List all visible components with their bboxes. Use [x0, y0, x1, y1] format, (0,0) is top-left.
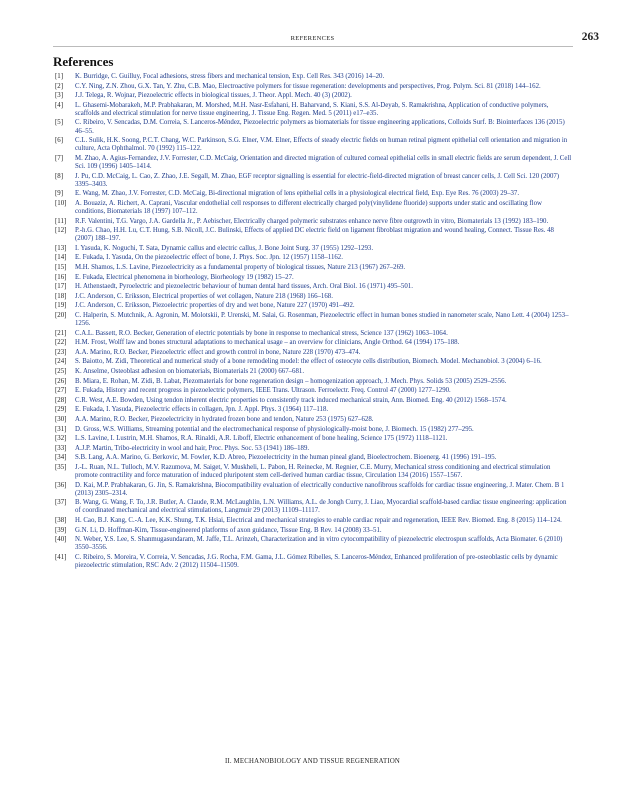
reference-item[interactable]: [53, 302, 573, 310]
reference-item[interactable]: [53, 378, 573, 386]
reference-link[interactable]: J.C. Anderson, C. Eriksson, Piezoelectric properties of dry and wet bone, Nature 227 (1970) 491–492.: [75, 302, 355, 310]
reference-item[interactable]: [53, 245, 573, 253]
reference-item[interactable]: [53, 368, 573, 376]
reference-item[interactable]: [53, 137, 573, 153]
page-footer: II. MECHANOBIOLOGY AND TISSUE REGENERATION: [224, 758, 401, 765]
reference-link[interactable]: E. Fukada, Electrical phenomena in biorheology, Biorheology 19 (1982) 15–27.: [75, 273, 294, 281]
reference-number: [13]: [55, 244, 67, 252]
reference-number: [18]: [55, 292, 67, 300]
reference-link[interactable]: N. Weber, Y.S. Lee, S. Shanmugasundaram, M. Jaffe, T.L. Arinzeh, Characterization and in vitro cytocompatibility of piezoelectric electrospun scaffolds, Acta Biomater. 6 (2010) 3550–3556.: [75, 536, 563, 552]
reference-number: [16]: [55, 273, 67, 281]
reference-number: [12]: [55, 227, 67, 235]
reference-number: [1]: [55, 73, 63, 80]
reference-link[interactable]: G.N. Li, D. Hoffman-Kim, Tissue-engineered platforms of axon guidance, Tissue Eng. B Rev. 14 (2008) 33–51.: [75, 526, 382, 534]
reference-item[interactable]: [53, 330, 573, 338]
reference-number: [25]: [55, 368, 67, 375]
reference-link[interactable]: I. Yasuda, K. Noguchi, T. Sata, Dynamic callus and electric callus, J. Bone Joint Surg. 37 (1955) 1292–1293.: [75, 244, 374, 252]
reference-item[interactable]: [53, 264, 573, 272]
reference-number: [6]: [55, 137, 63, 145]
reference-link[interactable]: K. Burridge, C. Guilluy, Focal adhesions, stress fibers and mechanical tension, Exp. Cell Res. 343 (2016) 14–20.: [75, 73, 385, 80]
reference-item[interactable]: [53, 536, 573, 552]
reference-number: [31]: [55, 425, 67, 433]
reference-item[interactable]: [53, 227, 573, 243]
reference-number: [3]: [55, 92, 63, 100]
reference-number: [15]: [55, 263, 67, 271]
reference-number: [39]: [55, 526, 67, 534]
reference-item[interactable]: [53, 283, 573, 291]
reference-item[interactable]: [53, 173, 573, 189]
section-title: References: [53, 54, 114, 69]
reference-item[interactable]: [53, 499, 573, 515]
reference-number: [5]: [55, 119, 63, 127]
reference-number: [17]: [55, 283, 67, 291]
reference-link[interactable]: J.J. Telega, R. Wojnar, Piezoelectric effects in biological tissues, J. Theor. Appl. Mech. 40 (3) (2002).: [75, 92, 352, 100]
reference-link[interactable]: C.Y. Ning, Z.N. Zhou, G.X. Tan, Y. Zhu, C.B. Mao, Electroactive polymers for tissue regeneration: developments and perspectives, Prog. Polym. Sci. 81 (2018) 144–162.: [75, 82, 541, 90]
reference-link[interactable]: E. Fukada, I. Yasuda, Piezoelectric effects in collagen, Jpn. J. Appl. Phys. 3 (1964) 117–118.: [75, 406, 329, 414]
reference-number: [19]: [55, 302, 67, 310]
reference-item[interactable]: [53, 397, 573, 405]
reference-number: [7]: [55, 154, 63, 162]
reference-link[interactable]: L.S. Lavine, I. Lustrin, M.H. Shamos, R.A. Rinaldi, A.R. Liboff, Electric enhancement of bone healing, Science 175 (1972) 1118–1121.: [75, 435, 448, 443]
reference-item[interactable]: [53, 83, 573, 91]
reference-item[interactable]: [53, 454, 573, 462]
reference-number: [28]: [55, 396, 67, 404]
reference-item[interactable]: [53, 155, 573, 171]
reference-link[interactable]: L. Ghasemi-Mobarakeh, M.P. Prabhakaran, M. Morshed, M.H. Nasr-Esfahani, H. Baharvand, S. Kiani, S.S. Al-Deyab, S. Ramakrishna, Application of conductive polymers, scaffolds and electrical stimulation for nerve tissue engineering, J. Tissue Eng. Regen. Med. 5 (2011) e17–e35.: [75, 101, 549, 117]
reference-link[interactable]: A.A. Marino, R.O. Becker, Piezoelectric effect and growth control in bone, Nature 228 (1970) 473–474.: [75, 348, 361, 356]
reference-link[interactable]: A. Bouaziz, A. Richert, A. Caprani, Vascular endothelial cell responses to different electrically charged poly(vinylidene fluoride) supports under static and oscillating flow conditions, Biomaterials 18 (1997) 107–112.: [75, 199, 542, 215]
reference-link[interactable]: E. Wang, M. Zhao, J.V. Forrester, C.D. McCaig, Bi-directional migration of lens epithelial cells in a physiological electrical field, Exp. Eye Res. 76 (2003) 29–37.: [75, 190, 520, 198]
reference-link[interactable]: D. Gross, W.S. Williams, Streaming potential and the electromechanical response of physiologically-moist bone, J. Biomech. 15 (1982) 277–295.: [75, 425, 474, 433]
reference-link[interactable]: K. Anselme, Osteoblast adhesion on biomaterials, Biomaterials 21 (2000) 667–681.: [75, 368, 305, 375]
reference-link[interactable]: C.R. West, A.E. Bowden, Using tendon inherent electric properties to consistently track induced mechanical strain, Ann. Biomed. Eng. 40 (2012) 1568–1574.: [75, 396, 507, 404]
reference-item[interactable]: [53, 435, 573, 443]
reference-item[interactable]: [53, 293, 573, 301]
reference-item[interactable]: [53, 190, 573, 198]
reference-link[interactable]: A.A. Marino, R.O. Becker, Piezoelectricity in hydrated frozen bone and tendon, Nature 253 (1975) 627–628.: [75, 415, 374, 423]
reference-link[interactable]: D. Kai, M.P. Prabhakaran, G. Jin, S. Ramakrishna, Biocompatibility evaluation of electrically conductive nanofibrous scaffolds for cardiac tissue engineering, J. Mater. Chem. B 1 (2013) 2305–2314.: [75, 481, 565, 497]
reference-item[interactable]: [53, 445, 573, 453]
reference-link[interactable]: J. Pu, C.D. McCaig, L. Cao, Z. Zhao, J.E. Segall, M. Zhao, EGF receptor signalling is essential for electric-field-directed migration of breast cancer cells, J. Cell Sci. 120 (2007) 3395–3403.: [75, 172, 560, 188]
reference-item[interactable]: [53, 312, 573, 328]
reference-item[interactable]: [53, 254, 573, 262]
reference-link[interactable]: H.M. Frost, Wolff law and bones structural adaptations to mechanical usage – an overview for clinicians, Angle Orthod. 64 (1994) 175–188.: [75, 339, 460, 347]
reference-link[interactable]: S.B. Lang, A.A. Marino, G. Berkovic, M. Fowler, K.D. Abreo, Piezoelectricity in the human pineal gland, Bioelectrochem. Bioenerg. 41 (1996) 191–195.: [75, 454, 497, 462]
reference-link[interactable]: B. Miara, E. Rohan, M. Zidi, B. Labat, Piezomaterials for bone regeneration design – homogenization approach, J. Mech. Phys. Solids 53 (2005) 2529–2556.: [75, 377, 507, 385]
reference-link[interactable]: B. Wang, G. Wang, F. To, J.R. Butler, A. Claude, R.M. McLaughlin, L.N. Williams, A.L. de Jongh Curry, J. Liao, Myocardial scaffold-based cardiac tissue engineering: application of coordinated mechanical and electrical stimulations, Langmuir 29 (2013) 11109–11117.: [75, 499, 567, 515]
reference-number: [33]: [55, 444, 67, 452]
reference-number: [11]: [55, 217, 67, 225]
reference-link[interactable]: P.-h.G. Chao, H.H. Lu, C.T. Hung, S.B. Nicoll, J.C. Bulinski, Effects of applied DC electric field on ligament fibroblast migration and wound healing, Connect. Tissue Res. 48 (2007) 188–197.: [75, 227, 554, 243]
reference-number: [32]: [55, 435, 67, 443]
reference-link[interactable]: C. Ribeiro, V. Sencadas, D.M. Correia, S. Lanceros-Méndez, Piezoelectric polymers as biomaterials for tissue engineering applications, Colloids Surf. B: Biointerfaces 136 (2015) 46–55.: [75, 119, 565, 135]
reference-link[interactable]: C.A.L. Bassett, R.O. Becker, Generation of electric potentials by bone in response to mechanical stress, Science 137 (1962) 1063–1064.: [75, 329, 448, 337]
reference-number: [29]: [55, 406, 67, 414]
reference-link[interactable]: H. Cao, B.J. Kang, C.-A. Lee, K.K. Shung, T.K. Hsiai, Electrical and mechanical strategies to enable cardiac repair and regeneration, IEEE Rev. Biomed. Eng. 8 (2015) 114–124.: [75, 517, 562, 524]
reference-link[interactable]: E. Fukada, History and recent progress in piezoelectric polymers, IEEE Trans. Ultrason. Ferroelectr. Freq. Control 47 (2000) 1277–1290.: [75, 387, 451, 395]
reference-item[interactable]: [53, 339, 573, 347]
reference-list: [53, 73, 573, 572]
reference-link[interactable]: E. Fukada, I. Yasuda, On the piezoelectric effect of bone, J. Phys. Soc. Jpn. 12 (1957) 1158–1162.: [75, 254, 343, 262]
reference-number: [24]: [55, 358, 67, 366]
header-divider: [53, 46, 573, 47]
page-number: 263: [581, 31, 599, 43]
reference-number: [41]: [55, 553, 67, 561]
reference-link[interactable]: J.C. Anderson, C. Eriksson, Electrical properties of wet collagen, Nature 218 (1968) 166–168.: [75, 292, 333, 300]
reference-item[interactable]: [53, 218, 573, 226]
reference-link[interactable]: C.L. Sulik, H.K. Soong, P.C.T. Chang, W.C. Parkinson, S.G. Elner, V.M. Elner, Effects of steady electric fields on human retinal pigment epithelial cell orientation and migration in culture, Acta Ophthalmol. 70 (1992) 115–122.: [75, 137, 568, 153]
reference-link[interactable]: R.F. Valentini, T.G. Vargo, J.A. Gardella Jr., P. Aebischer, Electrically charged polymeric substrates enhance nerve fibre outgrowth in vitro, Biomaterials 13 (1992) 183–190.: [75, 217, 549, 225]
reference-item[interactable]: [53, 102, 573, 118]
reference-number: [14]: [55, 254, 67, 262]
reference-item[interactable]: [53, 426, 573, 434]
reference-item[interactable]: [53, 406, 573, 414]
reference-number: [40]: [55, 536, 67, 544]
reference-item[interactable]: [53, 387, 573, 395]
reference-link[interactable]: S. Baiotto, M. Zidi, Theoretical and numerical study of a bone remodeling model: the effect of osteocyte cells distribution, Biomech. Model. Mechanobiol. 3 (2004) 6–16.: [75, 358, 542, 366]
reference-item[interactable]: [53, 416, 573, 424]
reference-number: [26]: [55, 377, 67, 385]
reference-link[interactable]: J.-L. Ruan, N.L. Tulloch, M.V. Razumova, M. Saiget, V. Muskheli, L. Pabon, H. Reinecke, M. Regnier, C.E. Murry, Mechanical stress conditioning and electrical stimulation promote contractility and force maturation of induced pluripotent stem cell-derived human cardiac tissue, Circulation 134 (2016) 1557–1567.: [75, 463, 551, 480]
reference-number: [38]: [55, 517, 67, 524]
reference-number: [30]: [55, 415, 67, 423]
reference-item[interactable]: [53, 527, 573, 535]
reference-item[interactable]: [53, 482, 573, 498]
reference-number: [2]: [55, 82, 63, 90]
running-header: REFERENCES: [290, 35, 335, 42]
reference-item[interactable]: [53, 464, 573, 480]
reference-item[interactable]: [53, 274, 573, 282]
reference-number: [4]: [55, 101, 63, 109]
reference-link[interactable]: C. Halperin, S. Mutchnik, A. Agronin, M. Molotskii, P. Urenski, M. Salai, G. Rosenman, Piezoelectric effect in human bones studied in nanometer scale, Nano Lett. 4 (2004) 1253–1256.: [75, 311, 569, 328]
reference-number: [21]: [55, 329, 67, 337]
reference-number: [9]: [55, 190, 63, 198]
reference-link[interactable]: A.J.P. Martin, Tribo-electricity in wool and hair, Proc. Phys. Soc. 53 (1941) 186–189.: [75, 444, 310, 452]
reference-item[interactable]: [53, 92, 573, 100]
reference-number: [37]: [55, 499, 67, 507]
reference-link[interactable]: M. Zhao, A. Agius-Fernandez, J.V. Forrester, C.D. McCaig, Orientation and directed migration of cultured corneal epithelial cells in small electric fields are serum dependent, J. Cell Sci. 109 (1996) 1405–1414.: [75, 154, 572, 170]
reference-item[interactable]: [53, 517, 573, 525]
reference-link[interactable]: C. Ribeiro, S. Moreira, V. Correia, V. Sencadas, J.G. Rocha, F.M. Gama, J.L. Gómez Ribelles, S. Lanceros-Méndez, Enhanced proliferation of pre-osteoblastic cells by dynamic piezoelectric stimulation, RSC Adv. 2 (2012) 11504–11509.: [75, 553, 558, 569]
reference-item[interactable]: [53, 349, 573, 357]
reference-number: [34]: [55, 454, 67, 462]
reference-number: [27]: [55, 387, 67, 395]
reference-item[interactable]: [53, 358, 573, 366]
reference-item[interactable]: [53, 119, 573, 135]
reference-number: [36]: [55, 481, 67, 489]
reference-number: [10]: [55, 199, 67, 207]
reference-number: [35]: [55, 463, 67, 471]
reference-number: [23]: [55, 348, 67, 356]
reference-item[interactable]: [53, 73, 573, 81]
reference-number: [20]: [55, 311, 67, 319]
reference-number: [8]: [55, 172, 63, 180]
reference-item[interactable]: [53, 200, 573, 216]
reference-item[interactable]: [53, 554, 573, 570]
reference-link[interactable]: M.H. Shamos, L.S. Lavine, Piezoelectricity as a fundamental property of biological tissues, Nature 213 (1967) 267–269.: [75, 263, 406, 271]
reference-number: [22]: [55, 339, 67, 347]
reference-link[interactable]: H. Athenstaedt, Pyroelectric and piezoelectric behaviour of human dental hard tissues, Arch. Oral Biol. 16 (1971) 495–501.: [75, 283, 413, 291]
